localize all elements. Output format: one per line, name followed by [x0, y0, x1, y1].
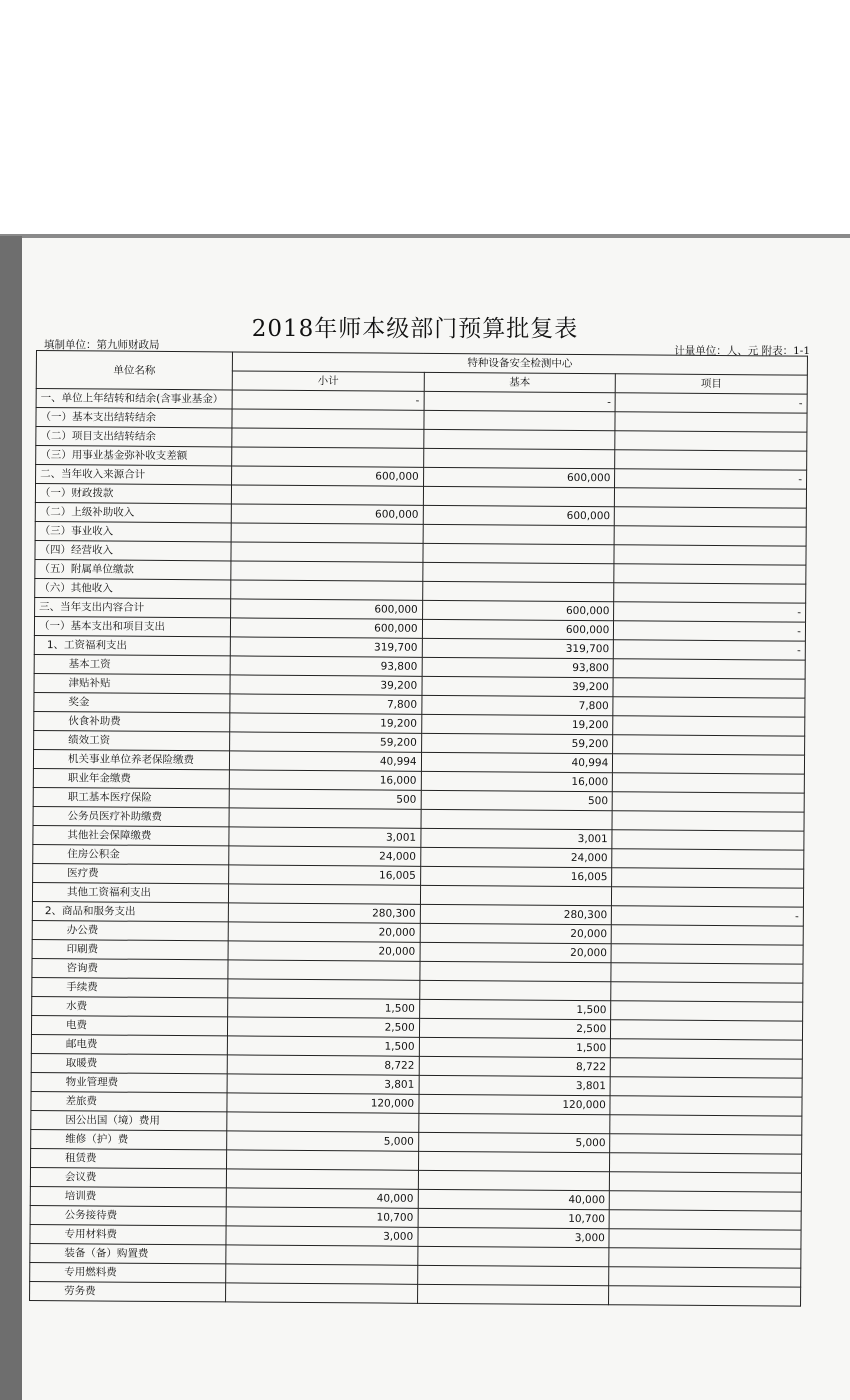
- project-cell: [609, 1286, 801, 1306]
- unit-name-header: 单位名称: [36, 351, 232, 390]
- project-cell: [612, 792, 804, 812]
- project-cell: [612, 887, 804, 907]
- subtotal-cell: [232, 409, 424, 429]
- basic-cell: 3,000: [418, 1227, 610, 1247]
- basic-cell: [423, 486, 615, 506]
- basic-cell: 5,000: [418, 1132, 610, 1152]
- subtotal-cell: 1,500: [228, 998, 420, 1018]
- subtotal-cell: 39,200: [230, 675, 422, 695]
- subtotal-cell: 7,800: [230, 694, 422, 714]
- subtotal-cell: [229, 808, 421, 828]
- basic-cell: [422, 581, 614, 601]
- basic-cell: 2,500: [419, 1018, 611, 1038]
- row-label: 培训费: [30, 1186, 226, 1206]
- basic-cell: [423, 429, 615, 449]
- subtotal-cell: 2,500: [227, 1017, 419, 1037]
- row-label: 奖金: [34, 692, 230, 712]
- project-cell: [612, 849, 804, 869]
- subtotal-cell: [232, 428, 424, 448]
- budget-table-body: [30, 389, 808, 1307]
- subtotal-cell: 3,000: [226, 1226, 418, 1246]
- basic-cell: [417, 1265, 609, 1285]
- row-label: （一）基本支出和项目支出: [34, 616, 230, 636]
- basic-cell: 16,005: [420, 866, 612, 886]
- subtotal-cell: 40,000: [226, 1188, 418, 1208]
- row-label: 劳务费: [30, 1281, 226, 1301]
- row-label: （五）附属单位缴款: [35, 559, 231, 579]
- basic-cell: 3,801: [419, 1075, 611, 1095]
- row-label: 基本工资: [34, 654, 230, 674]
- basic-cell: 600,000: [422, 600, 614, 620]
- basic-cell: [424, 410, 616, 430]
- row-label: 二、当年收入来源合计: [36, 465, 232, 485]
- row-label: 三、当年支出内容合计: [35, 597, 231, 617]
- subtotal-cell: 600,000: [230, 618, 422, 638]
- project-cell: [613, 773, 805, 793]
- row-label: 维修（护）费: [31, 1129, 227, 1149]
- row-label: 职工基本医疗保险: [33, 787, 229, 807]
- project-cell: [613, 716, 805, 736]
- subtotal-cell: 3,001: [229, 827, 421, 847]
- basic-cell: 20,000: [420, 942, 612, 962]
- project-cell: [611, 1058, 803, 1078]
- basic-cell: 600,000: [423, 505, 615, 525]
- project-cell: [615, 507, 807, 527]
- basic-cell: [423, 524, 615, 544]
- project-cell: [609, 1229, 801, 1249]
- project-cell: -: [612, 906, 804, 926]
- basic-cell: [419, 980, 611, 1000]
- basic-cell: 8,722: [419, 1056, 611, 1076]
- subtotal-cell: 600,000: [232, 466, 424, 486]
- project-cell: [611, 944, 803, 964]
- project-cell: [614, 526, 806, 546]
- basic-cell: 500: [421, 790, 613, 810]
- project-cell: [611, 982, 803, 1002]
- row-label: 专用燃料费: [30, 1262, 226, 1282]
- basic-cell: 280,300: [420, 904, 612, 924]
- row-label: （一）财政拨款: [35, 484, 231, 504]
- basic-cell: 40,000: [418, 1189, 610, 1209]
- project-cell: [615, 450, 807, 470]
- subtotal-cell: [231, 561, 423, 581]
- subtotal-cell: 5,000: [227, 1131, 419, 1151]
- project-cell: -: [615, 393, 807, 413]
- subtotal-cell: [231, 542, 423, 562]
- document-title: 2018年师本级部门预算批复表: [251, 316, 579, 342]
- scan-edge-left: [0, 236, 22, 1400]
- filler-unit: 填制单位：第九师财政局: [44, 339, 160, 351]
- row-label: （二）项目支出结转结余: [36, 427, 232, 447]
- project-cell: [613, 678, 805, 698]
- basic-cell: 39,200: [422, 676, 614, 696]
- subtotal-cell: 1,500: [227, 1036, 419, 1056]
- subtotal-cell: 24,000: [229, 846, 421, 866]
- row-label: 2、商品和服务支出: [32, 901, 228, 921]
- project-cell: -: [614, 640, 806, 660]
- project-cell: [610, 1096, 802, 1116]
- row-label: （三）用事业基金弥补收支差额: [36, 446, 232, 466]
- project-cell: -: [614, 621, 806, 641]
- project-cell: [610, 1115, 802, 1135]
- subtotal-cell: [228, 884, 420, 904]
- basic-cell: 319,700: [422, 638, 614, 658]
- project-cell: [612, 830, 804, 850]
- project-cell: [614, 583, 806, 603]
- basic-cell: 20,000: [420, 923, 612, 943]
- subtotal-cell: [232, 447, 424, 467]
- row-label: 其他工资福利支出: [32, 882, 228, 902]
- row-label: 取暖费: [31, 1053, 227, 1073]
- subtotal-cell: 93,800: [230, 656, 422, 676]
- subtotal-cell: [226, 1245, 418, 1265]
- subtotal-cell: [231, 580, 423, 600]
- row-label: 津贴补贴: [34, 673, 230, 693]
- row-label: 办公费: [32, 920, 228, 940]
- project-cell: [612, 868, 804, 888]
- project-cell: [610, 1191, 802, 1211]
- row-label: 公务接待费: [30, 1205, 226, 1225]
- basic-cell: 24,000: [420, 847, 612, 867]
- basic-cell: 40,994: [421, 752, 613, 772]
- project-cell: -: [614, 602, 806, 622]
- basic-cell: [422, 562, 614, 582]
- row-label: 物业管理费: [31, 1072, 227, 1092]
- subtotal-cell: 3,801: [227, 1074, 419, 1094]
- subtotal-cell: 319,700: [230, 637, 422, 657]
- basic-cell: 1,500: [419, 999, 611, 1019]
- project-cell: [615, 412, 807, 432]
- project-cell: [615, 431, 807, 451]
- row-label: 咨询费: [32, 958, 228, 978]
- basic-cell: 7,800: [421, 695, 613, 715]
- subtotal-cell: [227, 1112, 419, 1132]
- basic-cell: 10,700: [418, 1208, 610, 1228]
- row-label: 水费: [32, 996, 228, 1016]
- row-label: 邮电费: [31, 1034, 227, 1054]
- row-label: 因公出国（境）费用: [31, 1110, 227, 1130]
- row-label: 伙食补助费: [34, 711, 230, 731]
- project-cell: [612, 811, 804, 831]
- row-label: 医疗费: [33, 863, 229, 883]
- basic-cell: 600,000: [423, 467, 615, 487]
- subtotal-cell: [226, 1283, 418, 1303]
- row-label: （三）事业收入: [35, 521, 231, 541]
- row-label: 职业年金缴费: [33, 768, 229, 788]
- row-label: 一、单位上年结转和结余(含事业基金）: [36, 389, 232, 409]
- subtotal-cell: [228, 960, 420, 980]
- basic-cell: 93,800: [422, 657, 614, 677]
- basic-cell: 59,200: [421, 733, 613, 753]
- subtotal-cell: 280,300: [228, 903, 420, 923]
- basic-cell: [421, 809, 613, 829]
- subtotal-cell: 500: [229, 789, 421, 809]
- basic-cell: [420, 961, 612, 981]
- basic-cell: 3,001: [421, 828, 613, 848]
- row-label: 绩效工资: [34, 730, 230, 750]
- basic-cell: 16,000: [421, 771, 613, 791]
- basic-cell: [423, 448, 615, 468]
- subtotal-cell: [231, 523, 423, 543]
- subtotal-cell: 20,000: [228, 922, 420, 942]
- row-label: 专用材料费: [30, 1224, 226, 1244]
- project-cell: [611, 1001, 803, 1021]
- project-cell: [611, 1039, 803, 1059]
- subtotal-cell: 16,005: [229, 865, 421, 885]
- measurement-unit: 计量单位：人、元 附表：1-1: [674, 345, 810, 357]
- subtotal-cell: 40,994: [229, 751, 421, 771]
- basic-cell: -: [424, 391, 616, 411]
- basic-cell: [418, 1151, 610, 1171]
- basic-cell: 120,000: [419, 1094, 611, 1114]
- subtotal-cell: 19,200: [230, 713, 422, 733]
- project-cell: [611, 1020, 803, 1040]
- basic-cell: 600,000: [422, 619, 614, 639]
- subtotal-cell: -: [232, 390, 424, 410]
- subtotal-cell: [226, 1264, 418, 1284]
- row-label: 1、工资福利支出: [34, 635, 230, 655]
- project-cell: [613, 659, 805, 679]
- row-label: 机关事业单位养老保险缴费: [33, 749, 229, 769]
- row-label: 住房公积金: [33, 844, 229, 864]
- project-cell: [613, 735, 805, 755]
- subtotal-cell: [226, 1169, 418, 1189]
- row-label: （六）其他收入: [35, 578, 231, 598]
- subtotal-cell: 10,700: [226, 1207, 418, 1227]
- subtotal-cell: 120,000: [227, 1093, 419, 1113]
- project-cell: [610, 1153, 802, 1173]
- subtotal-cell: [226, 1150, 418, 1170]
- basic-cell: [420, 885, 612, 905]
- subtotal-cell: 20,000: [228, 941, 420, 961]
- project-cell: [615, 488, 807, 508]
- project-cell: -: [615, 469, 807, 489]
- row-label: 印刷费: [32, 939, 228, 959]
- row-label: （四）经营收入: [35, 540, 231, 560]
- subtotal-cell: 600,000: [231, 504, 423, 524]
- row-label: 公务员医疗补助缴费: [33, 806, 229, 826]
- basic-cell: [418, 1170, 610, 1190]
- subtotal-cell: [231, 485, 423, 505]
- row-label: （二）上级补助收入: [35, 502, 231, 522]
- project-cell: [609, 1210, 801, 1230]
- row-label: 手续费: [32, 977, 228, 997]
- project-cell: [609, 1267, 801, 1287]
- project-cell: [610, 1172, 802, 1192]
- row-label: 差旅费: [31, 1091, 227, 1111]
- column-header-basic: 基本: [424, 372, 616, 392]
- project-cell: [614, 564, 806, 584]
- department-header: 特种设备安全检测中心: [232, 352, 807, 375]
- row-label: 会议费: [30, 1167, 226, 1187]
- subtotal-cell: 59,200: [230, 732, 422, 752]
- subtotal-cell: 600,000: [231, 599, 423, 619]
- basic-cell: [418, 1113, 610, 1133]
- basic-cell: [417, 1246, 609, 1266]
- row-label: 其他社会保障缴费: [33, 825, 229, 845]
- row-label: 装备（备）购置费: [30, 1243, 226, 1263]
- subtotal-cell: 16,000: [229, 770, 421, 790]
- project-cell: [610, 1134, 802, 1154]
- project-cell: [614, 545, 806, 565]
- basic-cell: 19,200: [421, 714, 613, 734]
- project-cell: [613, 754, 805, 774]
- project-cell: [611, 925, 803, 945]
- subtotal-cell: 8,722: [227, 1055, 419, 1075]
- project-cell: [611, 963, 803, 983]
- project-cell: [613, 697, 805, 717]
- row-label: （一）基本支出结转结余: [36, 408, 232, 428]
- project-cell: [610, 1077, 802, 1097]
- project-cell: [609, 1248, 801, 1268]
- column-header-project: 项目: [616, 374, 808, 394]
- budget-table: [29, 350, 808, 1307]
- row-label: 租赁费: [31, 1148, 227, 1168]
- basic-cell: 1,500: [419, 1037, 611, 1057]
- basic-cell: [417, 1284, 609, 1304]
- basic-cell: [423, 543, 615, 563]
- column-header-subtotal: 小计: [232, 371, 424, 391]
- row-label: 电费: [31, 1015, 227, 1035]
- subtotal-cell: [228, 979, 420, 999]
